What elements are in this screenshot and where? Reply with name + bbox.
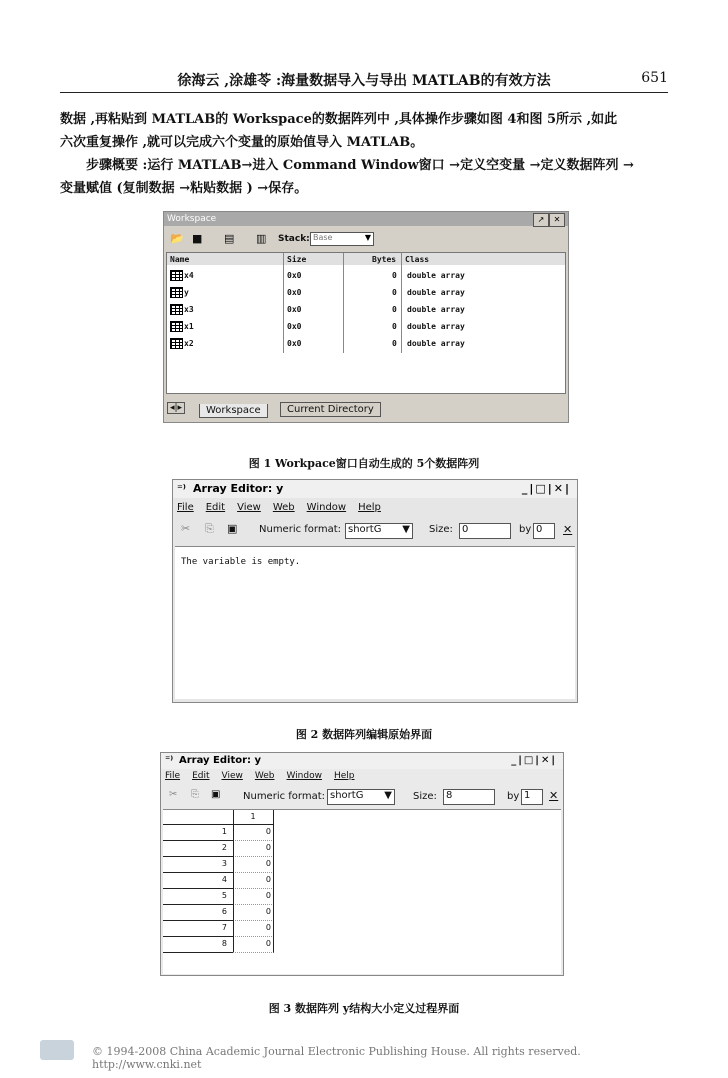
var-class: double array — [407, 271, 465, 280]
size-cols-input[interactable]: 1 — [521, 789, 543, 805]
menu-file[interactable]: File — [165, 771, 181, 781]
editor-grid — [163, 809, 561, 974]
array-icon — [170, 321, 183, 332]
chevron-down-icon: ▼ — [364, 233, 371, 242]
delete-icon[interactable]: ▥ — [256, 232, 267, 245]
chevron-down-icon: ▼ — [384, 790, 392, 801]
table-row[interactable] — [167, 285, 565, 299]
numeric-format-select[interactable] — [345, 523, 413, 539]
copyright-footer: © 1994-2008 China Academic Journal Electronic Publishing House. All rights reserved. http://www.cnki.net — [92, 1045, 581, 1071]
size-label: Size: — [413, 791, 437, 802]
grid-cell[interactable]: 0 — [233, 840, 274, 857]
figure2-caption: 图 2 数据阵列编辑原始界面 — [295, 728, 433, 741]
tab-workspace[interactable]: Workspace — [199, 404, 268, 418]
menu-window[interactable]: Window — [286, 771, 322, 781]
paste-icon[interactable]: ▣ — [211, 789, 221, 800]
var-size: 0x0 — [287, 271, 302, 280]
editor-area[interactable] — [175, 546, 575, 699]
save-icon[interactable]: ■ — [192, 232, 203, 245]
copy-icon[interactable]: ⎘ — [191, 789, 199, 800]
empty-message: The variable is empty. — [181, 557, 301, 567]
row-header[interactable]: 8 — [163, 936, 234, 953]
grid-cell[interactable]: 0 — [233, 872, 274, 889]
cnki-logo — [40, 1040, 74, 1060]
by-label: by — [519, 524, 532, 535]
header-rule — [60, 92, 668, 93]
table-row[interactable] — [167, 336, 565, 350]
array-icon — [170, 338, 183, 349]
col-class[interactable]: Class — [405, 255, 430, 264]
menu-view[interactable]: View — [237, 502, 261, 513]
row-header[interactable]: 7 — [163, 920, 234, 937]
menu-bar — [165, 771, 367, 781]
stack-label: Stack: — [278, 234, 310, 244]
workspace-table — [166, 252, 566, 394]
paste-icon[interactable]: ▣ — [227, 522, 238, 535]
workspace-title: Workspace — [167, 214, 217, 224]
para1-line1: 数据 ,再粘贴到 MATLAB的 Workspace的数据阵列中 ,具体操作步骤如图 4和图 5所示 ,如此 — [60, 112, 618, 127]
array-icon — [170, 287, 183, 298]
var-bytes: 0 — [392, 271, 397, 280]
page-number: 651 — [641, 70, 668, 86]
var-size: 0x0 — [287, 339, 302, 348]
menu-help[interactable]: Help — [333, 771, 355, 781]
undock-button[interactable]: ↗ — [533, 213, 549, 227]
var-name: x3 — [184, 305, 194, 314]
var-class: double array — [407, 288, 465, 297]
menu-edit[interactable]: Edit — [192, 771, 210, 781]
matlab-icon: ⁼⁾ — [165, 755, 174, 766]
grid-cell[interactable]: 0 — [233, 920, 274, 937]
array-editor-titlebar — [173, 480, 577, 498]
menu-help[interactable]: Help — [358, 502, 381, 513]
col-name[interactable]: Name — [170, 255, 190, 264]
array-icon — [170, 270, 183, 281]
grid-cell[interactable]: 0 — [233, 888, 274, 905]
para1-line2: 六次重复操作 ,就可以完成六个变量的原始值导入 MATLAB。 — [60, 135, 424, 150]
var-size: 0x0 — [287, 305, 302, 314]
size-cols-input[interactable]: 0 — [533, 523, 555, 539]
corner-cell — [163, 810, 234, 825]
var-size: 0x0 — [287, 322, 302, 331]
array-editor-window-sized — [160, 752, 564, 976]
var-size: 0x0 — [287, 288, 302, 297]
cut-icon[interactable]: ✂ — [181, 522, 191, 535]
row-header[interactable]: 3 — [163, 856, 234, 873]
numeric-format-value: shortG — [348, 524, 382, 535]
workspace-window — [163, 211, 569, 423]
col-bytes[interactable]: Bytes — [372, 255, 397, 264]
var-class: double array — [407, 322, 465, 331]
array-editor-titlebar — [161, 753, 563, 769]
var-class: double array — [407, 339, 465, 348]
array-icon — [170, 304, 183, 315]
size-rows-input[interactable]: 8 — [443, 789, 495, 805]
tab-scroll-arrows[interactable]: ◂|▸ — [167, 402, 185, 414]
menu-edit[interactable]: Edit — [205, 502, 226, 513]
close-icon[interactable]: ✕ — [549, 789, 559, 802]
tab-current-directory[interactable]: Current Directory — [280, 402, 381, 417]
menu-file[interactable]: File — [177, 502, 194, 513]
row-header[interactable]: 6 — [163, 904, 234, 921]
para2-line2: 变量赋值 (复制数据 →粘贴数据 ) →保存。 — [60, 181, 308, 196]
by-label: by — [507, 791, 520, 802]
menu-web[interactable]: Web — [272, 502, 295, 513]
array-editor-title: Array Editor: y — [179, 755, 262, 766]
var-bytes: 0 — [392, 339, 397, 348]
menu-window[interactable]: Window — [306, 502, 347, 513]
running-header-title: 徐海云 ,涂雄苓 :海量数据导入与导出 MATLAB的有效方法 — [177, 73, 551, 89]
row-header[interactable]: 1 — [163, 824, 234, 841]
numeric-format-value: shortG — [330, 790, 364, 801]
open-folder-icon[interactable]: 📂 — [170, 232, 184, 245]
array-editor-window-empty — [172, 479, 578, 703]
stack-select[interactable] — [310, 232, 374, 246]
var-bytes: 0 — [392, 288, 397, 297]
size-rows-input[interactable]: 0 — [459, 523, 511, 539]
grid-cell[interactable]: 0 — [233, 904, 274, 921]
numeric-format-label: Numeric format: — [259, 524, 342, 535]
cut-icon[interactable]: ✂ — [169, 789, 178, 800]
window-controls[interactable]: _|□|✕| — [521, 482, 571, 495]
chevron-down-icon: ▼ — [402, 524, 410, 535]
table-row[interactable] — [167, 319, 565, 333]
size-label: Size: — [429, 524, 453, 535]
row-header[interactable]: 2 — [163, 840, 234, 857]
menu-bar — [177, 502, 393, 513]
figure3-caption: 图 3 数据阵列 y结构大小定义过程界面 — [268, 1002, 460, 1015]
menu-view[interactable]: View — [221, 771, 243, 781]
menu-web[interactable]: Web — [254, 771, 275, 781]
close-icon[interactable]: ✕ — [549, 213, 565, 227]
table-header — [167, 253, 565, 265]
table-row[interactable] — [167, 268, 565, 282]
stack-value: Base — [313, 233, 333, 242]
var-class: double array — [407, 305, 465, 314]
table-row[interactable] — [167, 302, 565, 316]
workspace-titlebar — [164, 212, 568, 226]
close-icon[interactable]: ✕ — [563, 523, 573, 536]
window-controls[interactable]: _|□|✕| — [511, 755, 557, 766]
var-name: x4 — [184, 271, 194, 280]
matlab-icon: ⁼⁾ — [177, 482, 186, 495]
grid-cell[interactable]: 0 — [233, 856, 274, 873]
var-bytes: 0 — [392, 322, 397, 331]
numeric-format-label: Numeric format: — [243, 791, 326, 802]
grid-cell[interactable]: 0 — [233, 936, 274, 953]
var-name: x2 — [184, 339, 194, 348]
array-editor-title: Array Editor: y — [193, 482, 284, 495]
var-bytes: 0 — [392, 305, 397, 314]
import-icon[interactable]: ▤ — [224, 232, 235, 245]
para2-line1: 步骤概要 :运行 MATLAB→进入 Command Window窗口 →定义空变量 →定义数据阵列 → — [86, 158, 634, 173]
figure1-caption: 图 1 Workpace窗口自动生成的 5个数据阵列 — [248, 457, 480, 470]
row-header[interactable]: 5 — [163, 888, 234, 905]
column-header[interactable]: 1 — [233, 810, 274, 825]
row-header[interactable]: 4 — [163, 872, 234, 889]
var-name: x1 — [184, 322, 194, 331]
numeric-format-select[interactable] — [327, 789, 395, 805]
var-name: y — [184, 288, 189, 297]
grid-cell[interactable]: 0 — [233, 824, 274, 841]
col-size[interactable]: Size — [287, 255, 307, 264]
copy-icon[interactable]: ⎘ — [205, 522, 214, 535]
